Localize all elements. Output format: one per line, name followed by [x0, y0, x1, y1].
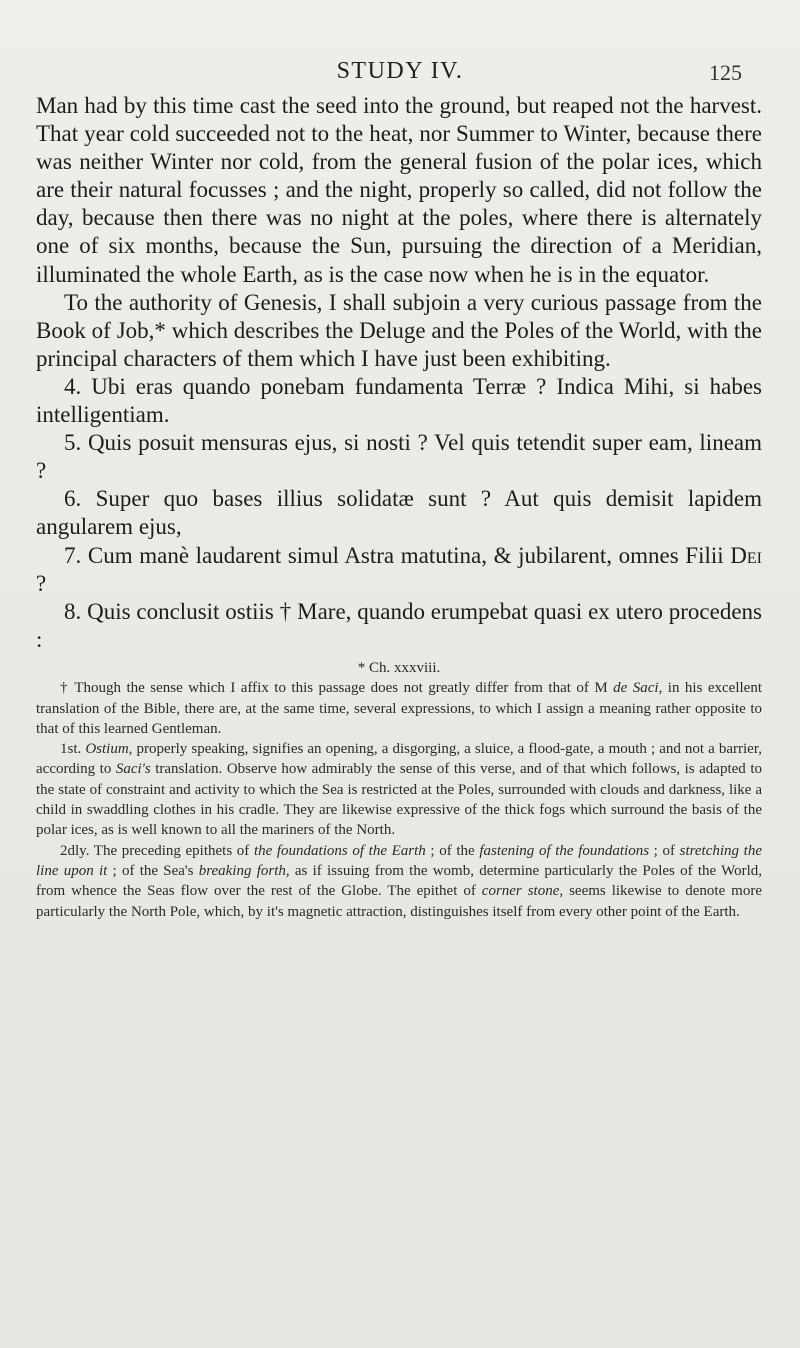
verse-4: 4. Ubi eras quando ponebam fundamenta Terræ ? Indica Mihi, si habes intelligentiam. — [36, 373, 762, 428]
main-text — [36, 92, 762, 654]
verse-7-dei: Dei — [730, 542, 762, 568]
footnote-dagger-text-2: , in his excellent translation of the Bible, there are, at the same time, several expressions, to which I assign a meaning rather opposite to that of this learned Gentleman. — [36, 680, 762, 737]
second-point-italic-stretching: stretching the line upon it — [36, 842, 763, 879]
footnote-dagger-text: † Though the sense which I affix to this passage does not greatly differ from that of M — [60, 680, 614, 697]
second-point-italic-fastening: fastening of the foundations — [479, 842, 650, 859]
second-point-text-3: ; of the Sea's — [107, 862, 199, 879]
second-point-italic-breaking: breaking forth — [198, 862, 286, 879]
paragraph-deluge-seasons: Man had by this time cast the seed into the ground, but reaped not the harvest. That year cold succeeded not to the heat, nor Summer to Winter, because there was neither Winter nor cold, from the general fusion of the polar ices, which are their natural focusses ; and the night, properly so called, did not follow the day, because then there was no night at the poles, where there is alternately one of six months, because the Sun, pursuing the direction of a Meridian, illuminated the whole Earth, as is the case now when he is in the equator. — [36, 93, 762, 287]
footnote-dagger — [36, 678, 762, 739]
footnote-star: * Ch. xxxviii. — [357, 660, 441, 676]
second-point-italic-corner-stone: corner stone — [481, 883, 560, 900]
second-point-text: ; of the — [425, 842, 480, 859]
first-point-label: 1st. — [60, 741, 86, 758]
second-point-label: 2dly. The preceding epithets of — [60, 842, 254, 859]
verse-7 — [36, 542, 762, 598]
verse-6: 6. Super quo bases illius solidatæ sunt ? Aut quis demisit lapidem angularem ejus, — [36, 486, 762, 540]
verse-8: 8. Quis conclusit ostiis † Mare, quando erumpebat quasi ex utero procedens : — [36, 598, 762, 652]
verse-7-text: 7. Cum manè laudarent simul Astra matutina, & jubilarent, omnes Filii — [64, 542, 731, 568]
running-head — [50, 58, 750, 88]
first-point-italic-saci: Saci's — [115, 761, 151, 778]
running-head-title: STUDY IV. — [336, 58, 464, 84]
footnote-dagger-italic-saci: de Saci — [613, 680, 659, 697]
second-point-text-4: , as if issuing from the womb, determine particularly the Poles of the World, from whence the Seas flow over the rest of the Globe. The epithet of — [36, 862, 763, 900]
page-number: 125 — [709, 60, 742, 85]
verse-7-end: ? — [36, 570, 47, 596]
footnote-first-point — [36, 739, 762, 840]
second-point-italic-foundations: the foundations of the Earth — [253, 842, 426, 859]
paragraph-job-intro: To the authority of Genesis, I shall subjoin a very curious passage from the Book of Job,* which describes the Deluge and the Poles of the World, with the principal characters of them which I have just been exhibiting. — [36, 289, 762, 371]
first-point-italic-ostium: Ostium — [85, 741, 129, 758]
footnote-second-point — [36, 841, 762, 922]
footnotes — [36, 658, 762, 922]
second-point-text-5: , seems likewise to denote more particularly the North Pole, which, by it's magnetic attraction, distinguishes itself from every other point of the Earth. — [36, 883, 762, 920]
first-point-text: , properly speaking, signifies an opening, a disgorging, a sluice, a flood-gate, a mouth ; and not a barrier, according to — [36, 741, 762, 778]
verse-5: 5. Quis posuit mensuras ejus, si nosti ? Vel quis tetendit super eam, lineam ? — [36, 430, 762, 484]
first-point-text-2: translation. Observe how admirably the sense of this verse, and of that which follows, is adapted to the state of constraint and activity to which the Sea is restricted at the Poles, surrounded with clouds and darkness, like a child in swaddling clothes in his cradle. They are likewise expressive of the thick fogs which surround the basis of the polar ices, as is well known to all the mariners of the North. — [36, 761, 762, 839]
second-point-text-2: ; of — [649, 842, 680, 859]
